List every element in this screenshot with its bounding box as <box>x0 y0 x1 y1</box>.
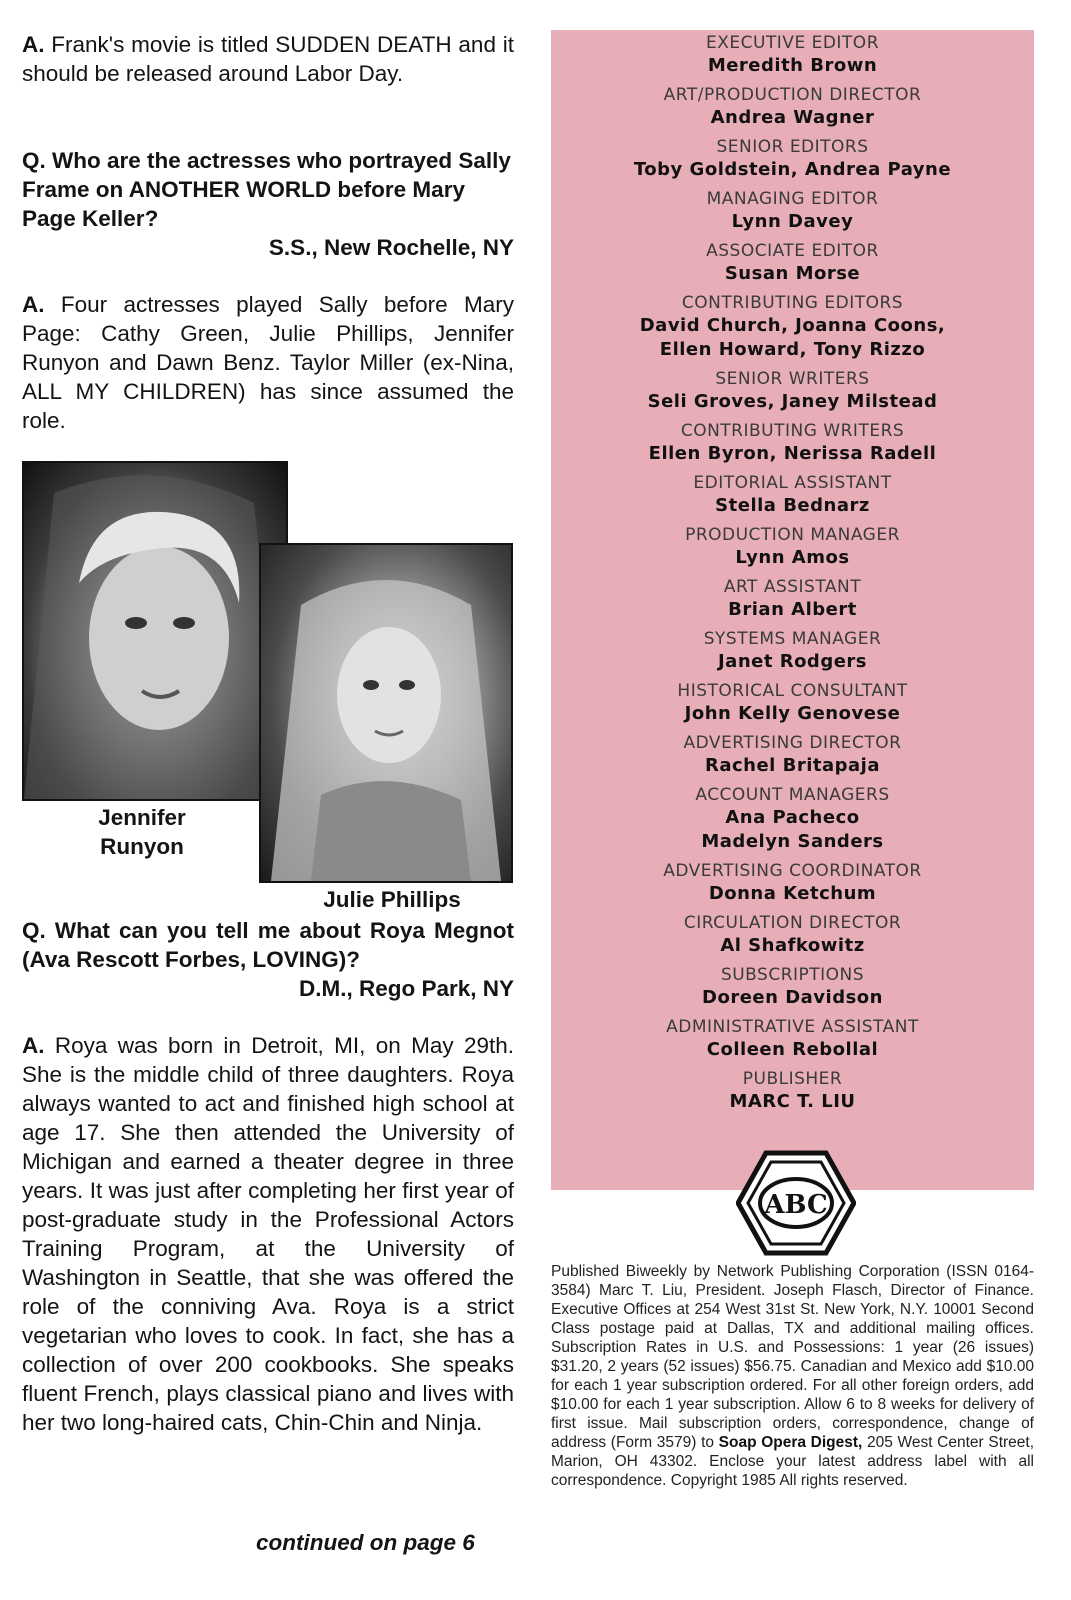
question-sally-attribution: S.S., New Rochelle, NY <box>268 235 514 260</box>
masthead-name: Stella Bednarz <box>715 495 870 516</box>
masthead-name: Susan Morse <box>724 263 861 284</box>
masthead-role: ART/PRODUCTION DIRECTOR <box>663 85 922 105</box>
masthead-role: EDITORIAL ASSISTANT <box>693 473 892 493</box>
masthead-name: Lynn Davey <box>731 211 854 232</box>
masthead-role: ADVERTISING DIRECTOR <box>683 733 902 753</box>
masthead-name: Al Shafkowitz <box>720 935 865 956</box>
masthead-name: Donna Ketchum <box>708 883 877 904</box>
question-roya-attribution: D.M., Rego Park, NY <box>298 976 514 1001</box>
question-roya-megnot: Q. What can you tell me about Roya Megnot (Ava Rescott Forbes, LOVING)? <box>22 918 514 972</box>
masthead-role: HISTORICAL CONSULTANT <box>677 681 908 701</box>
masthead-role: SUBSCRIPTIONS <box>720 965 865 985</box>
answer-roya-megnot: A. Roya was born in Detroit, MI, on May 29th. She is the middle child of three daughters. Roya always wanted to act and finished high school at age 17. She then attended the University of Michigan and earned a theater degree in three years. It was just after completing her first year of post-graduate study in the Professional Actors Training Program, at the University of Washington in Seattle, that she was offered the role of the conniving Ava. Roya is a strict vegetarian who loves to cook. In fact, she has a collection of over 200 cookbooks. She speaks fluent French, plays classical piano and lives with her two long-haired cats, Chin-Chin and Ninja. <box>22 1033 514 1435</box>
portrait-1-image <box>24 463 286 799</box>
masthead-name: Lynn Amos <box>735 547 850 568</box>
caption-jennifer-runyon: Jennifer Runyon <box>98 805 186 859</box>
photo-jennifer-runyon <box>22 461 288 801</box>
article-column <box>22 30 514 1437</box>
photo-group <box>22 461 514 916</box>
masthead-name: David Church, Joanna Coons, <box>639 315 946 336</box>
masthead-role: ACCOUNT MANAGERS <box>695 785 890 805</box>
photo-julie-phillips <box>259 543 513 883</box>
masthead-role: PUBLISHER <box>742 1069 843 1089</box>
masthead-role: ADVERTISING COORDINATOR <box>663 861 922 881</box>
answer-sally-frame: A. Four actresses played Sally before Mary Page: Cathy Green, Julie Phillips, Jennifer Runyon and Dawn Benz. Taylor Miller (ex-Nina, ALL MY CHILDREN) has since assumed the role. <box>22 292 514 433</box>
masthead-box <box>551 30 1034 1190</box>
masthead-role: PRODUCTION MANAGER <box>685 525 900 545</box>
masthead-role: CIRCULATION DIRECTOR <box>683 913 902 933</box>
masthead-name: Janet Rodgers <box>717 651 868 672</box>
masthead-role: SYSTEMS MANAGER <box>703 629 882 649</box>
masthead-name: Madelyn Sanders <box>701 831 884 852</box>
masthead-role: EXECUTIVE EDITOR <box>705 33 880 53</box>
masthead-name: Ellen Byron, Nerissa Radell <box>648 443 937 464</box>
masthead-role: MANAGING EDITOR <box>706 189 879 209</box>
continued-link[interactable]: continued on page 6 <box>256 1530 475 1555</box>
masthead-name: Ana Pacheco <box>725 807 860 828</box>
abc-logo-text: ABC <box>764 1190 828 1220</box>
masthead-role: CONTRIBUTING WRITERS <box>680 421 905 441</box>
question-sally-frame: Q. Who are the actresses who portrayed Sally Frame on ANOTHER WORLD before Mary Page Keller? <box>22 148 511 231</box>
abc-logo <box>736 1148 856 1258</box>
masthead-name: John Kelly Genovese <box>684 703 901 724</box>
masthead-role: SENIOR WRITERS <box>715 369 870 389</box>
portrait-2-image <box>261 545 511 881</box>
masthead-name: Meredith Brown <box>707 55 878 76</box>
masthead-name: Ellen Howard, Tony Rizzo <box>659 339 926 360</box>
masthead-name: Toby Goldstein, Andrea Payne <box>633 159 952 180</box>
masthead-role: CONTRIBUTING EDITORS <box>681 293 904 313</box>
masthead-name: Rachel Britapaja <box>704 755 880 776</box>
masthead-name: Doreen Davidson <box>702 987 883 1008</box>
masthead-column <box>551 30 1035 1489</box>
answer-frank: A. Frank's movie is titled SUDDEN DEATH and it should be released around Labor Day. <box>22 32 514 86</box>
masthead-role: ART ASSISTANT <box>723 577 862 597</box>
caption-julie-phillips: Julie Phillips <box>323 887 461 912</box>
masthead-name: Brian Albert <box>728 599 857 620</box>
publication-info: Published Biweekly by Network Publishing Corporation (ISSN 0164-3584) Marc T. Liu, President. Joseph Flasch, Director of Finance. Executive Offices at 254 West 31st St. New York, N.Y. 10001 Second Class postage paid at Dallas, TX and additional mailing offices. Subscription Rates in U.S. and Possessions: 1 year (26 issues) $31.20, 2 years (52 issues) $56.75. Canadian and Mexico add $10.00 for each 1 year subscription ordered. For all other foreign orders, add $10.00 for each 1 year subscription. Allow 6 to 8 weeks for delivery of first issue. Mail subscription orders, correspondence, change of address (Form 3579) to Soap Opera Digest, 205 West Center Street, Marion, OH 43302. Enclose your latest address label with all correspondence. Copyright 1985 All rights reserved. <box>551 1263 1035 1489</box>
masthead-name: Andrea Wagner <box>710 107 875 128</box>
masthead-role: SENIOR EDITORS <box>716 137 869 157</box>
masthead-name: Colleen Rebollal <box>706 1039 879 1060</box>
masthead-name: MARC T. LIU <box>729 1091 856 1112</box>
masthead-role: ADMINISTRATIVE ASSISTANT <box>666 1017 919 1037</box>
masthead-name: Seli Groves, Janey Milstead <box>647 391 938 412</box>
abc-logo-icon <box>736 1148 856 1258</box>
masthead-role: ASSOCIATE EDITOR <box>706 241 879 261</box>
